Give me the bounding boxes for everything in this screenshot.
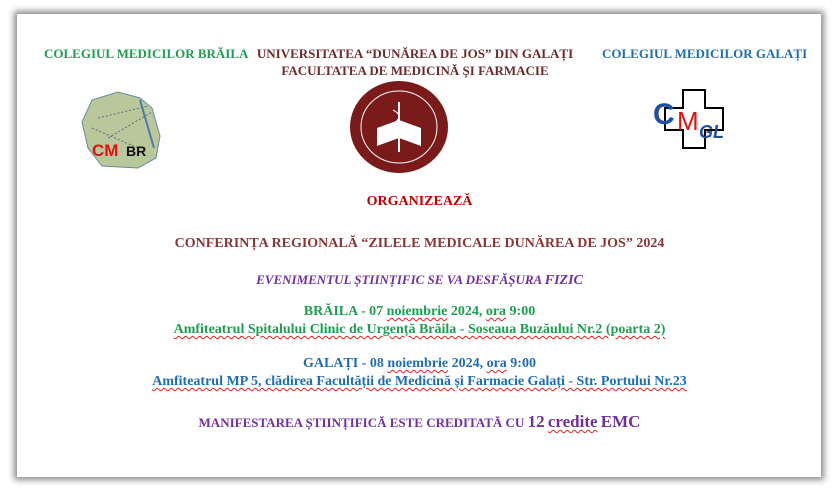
- braila-venue: Amfiteatrul Spitalului Clinic de Urgență Brăila - Soseaua Buzăului Nr.2 (poarta 2): [173, 322, 666, 337]
- svg-text:CM: CM: [92, 141, 119, 160]
- header-left-org: COLEGIUL MEDICILOR BRĂILA: [44, 46, 249, 61]
- event-mode-highlight: FIZIC: [544, 273, 583, 288]
- credits-unit: credite: [547, 412, 598, 431]
- header-right-org: COLEGIUL MEDICILOR GALAȚI: [602, 46, 808, 61]
- galati-year: 2024,: [448, 356, 487, 371]
- svg-text:M: M: [677, 106, 699, 136]
- organizes-heading: ORGANIZEAZĂ: [366, 194, 473, 209]
- header-university: UNIVERSITATEA “DUNĂREA DE JOS” DIN GALAȚI: [256, 46, 574, 61]
- svg-text:C: C: [653, 98, 675, 131]
- event-mode-text: EVENIMENTUL ȘTIINȚIFIC SE VA DESFĂȘURA: [256, 272, 545, 287]
- conference-title: CONFERINȚA REGIONALĂ “ZILELE MEDICALE DUNĂREA DE JOS” 2024: [174, 236, 665, 251]
- braila-ora: ora: [485, 304, 507, 319]
- svg-text:GL: GL: [699, 122, 724, 142]
- credits-line: [0, 412, 839, 432]
- cmgl-logo: [653, 88, 743, 150]
- braila-year: 2024,: [447, 304, 486, 319]
- braila-city: BRĂILA - 07: [303, 304, 387, 319]
- credits-text: MANIFESTAREA ȘTIINȚIFICĂ ESTE CREDITATĂ CU: [198, 415, 528, 430]
- svg-text:BR: BR: [126, 143, 147, 159]
- credits-suffix: EMC: [600, 412, 641, 431]
- cmbr-logo: [78, 88, 168, 170]
- credits-number: 12: [527, 412, 545, 431]
- braila-time: 9:00: [506, 304, 536, 319]
- braila-date: [0, 304, 839, 320]
- galati-date: [0, 356, 839, 372]
- galati-city: GALAȚI - 08: [303, 356, 388, 371]
- galati-time: 9:00: [506, 356, 536, 371]
- braila-month: noiembrie: [386, 304, 448, 319]
- galati-ora: ora: [486, 356, 507, 371]
- galati-venue: Amfiteatrul MP 5, clădirea Facultății de Medicină și Farmacie Galați - Str. Portului Nr.23: [152, 374, 687, 389]
- university-seal: [349, 80, 450, 175]
- galati-month: noiembrie: [387, 356, 449, 371]
- header-faculty: FACULTATEA DE MEDICINĂ ȘI FARMACIE: [281, 63, 549, 78]
- event-mode: [0, 272, 839, 289]
